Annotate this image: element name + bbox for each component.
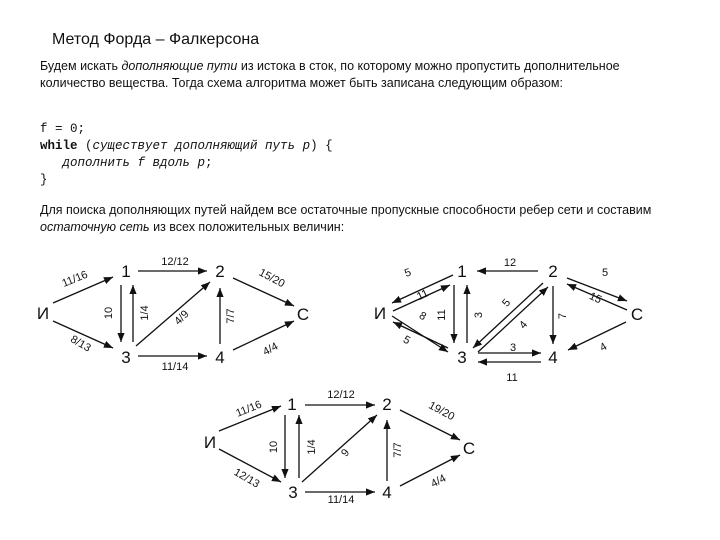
edge-label: 4/4 xyxy=(261,340,281,359)
algorithm-code: f = 0; while (существует дополняющий путь p) { дополнить f вдоль p; } xyxy=(40,122,333,187)
edge-label: 11 xyxy=(506,372,518,384)
node-sink: С xyxy=(296,305,310,324)
edge-label: 12/12 xyxy=(161,256,189,268)
node-1: 1 xyxy=(121,262,131,281)
edge-label: 1/4 xyxy=(306,439,318,455)
graph3-edge-labels xyxy=(232,389,457,506)
node-4: 4 xyxy=(382,483,392,502)
edge-label: 19/20 xyxy=(426,399,457,424)
edge-label: 11/14 xyxy=(327,494,355,506)
edge-label: 5 xyxy=(500,296,514,310)
node-1: 1 xyxy=(287,395,297,414)
node-3: 3 xyxy=(457,348,467,367)
residual-paragraph: Для поиска дополняющих путей найдем все остаточные пропускные способности ребер сети и составим остаточную сеть из всех положительных величин: xyxy=(40,203,652,234)
node-source: И xyxy=(373,304,387,323)
edge-label: 7/7 xyxy=(225,308,237,324)
edge-label: 15/20 xyxy=(256,266,287,291)
edge-label: 11/14 xyxy=(161,361,189,373)
edge-label: 11/16 xyxy=(234,398,264,420)
node-2: 2 xyxy=(382,395,392,414)
edge-label: 15 xyxy=(587,290,604,307)
edge-label: 10 xyxy=(268,440,280,454)
node-sink: С xyxy=(630,305,644,324)
edge-label: 4 xyxy=(597,340,610,355)
edge-t-4 xyxy=(568,322,626,350)
node-source: И xyxy=(203,433,217,452)
edge-label: 5 xyxy=(400,333,413,348)
edge-label: 12/12 xyxy=(327,389,355,401)
node-4: 4 xyxy=(548,348,558,367)
node-3: 3 xyxy=(121,348,131,367)
edge-label: 9 xyxy=(339,446,353,460)
edge-label: 12/13 xyxy=(231,466,262,491)
edge-label: 4/9 xyxy=(172,308,192,328)
edge-label: 11 xyxy=(415,287,431,304)
edge-label: 7/7 xyxy=(392,442,404,458)
edge-label: 12 xyxy=(503,257,517,269)
edge-label: 5 xyxy=(601,267,609,279)
page-title: Метод Форда – Фалкерсона xyxy=(52,31,260,48)
intro-paragraph: Будем искать дополняющие пути из истока в сток, по которому можно пропустить дополнительное количество вещества. Тогда схема алгоритма может быть записана следующим образом: xyxy=(40,59,620,90)
node-source: И xyxy=(36,304,50,323)
edge-label: 11 xyxy=(436,309,448,321)
edge-label: 11/16 xyxy=(60,268,90,290)
edge-label: 8 xyxy=(416,309,429,324)
node-2: 2 xyxy=(548,262,558,281)
node-1: 1 xyxy=(457,262,467,281)
edge-label: 10 xyxy=(103,306,115,320)
edge-label: 1/4 xyxy=(139,305,151,321)
edge-label: 4 xyxy=(517,318,531,332)
edge-label: 8/13 xyxy=(68,333,93,355)
edge-label: 7 xyxy=(557,312,569,320)
edge-label: 4/4 xyxy=(429,472,449,491)
node-sink: С xyxy=(462,439,476,458)
edge-label: 3 xyxy=(473,311,485,319)
edge-label: 5 xyxy=(403,266,413,280)
node-2: 2 xyxy=(215,262,225,281)
node-3: 3 xyxy=(288,483,298,502)
node-4: 4 xyxy=(215,348,225,367)
graph2-edge-labels xyxy=(401,257,609,384)
edge-label: 3 xyxy=(509,342,517,354)
